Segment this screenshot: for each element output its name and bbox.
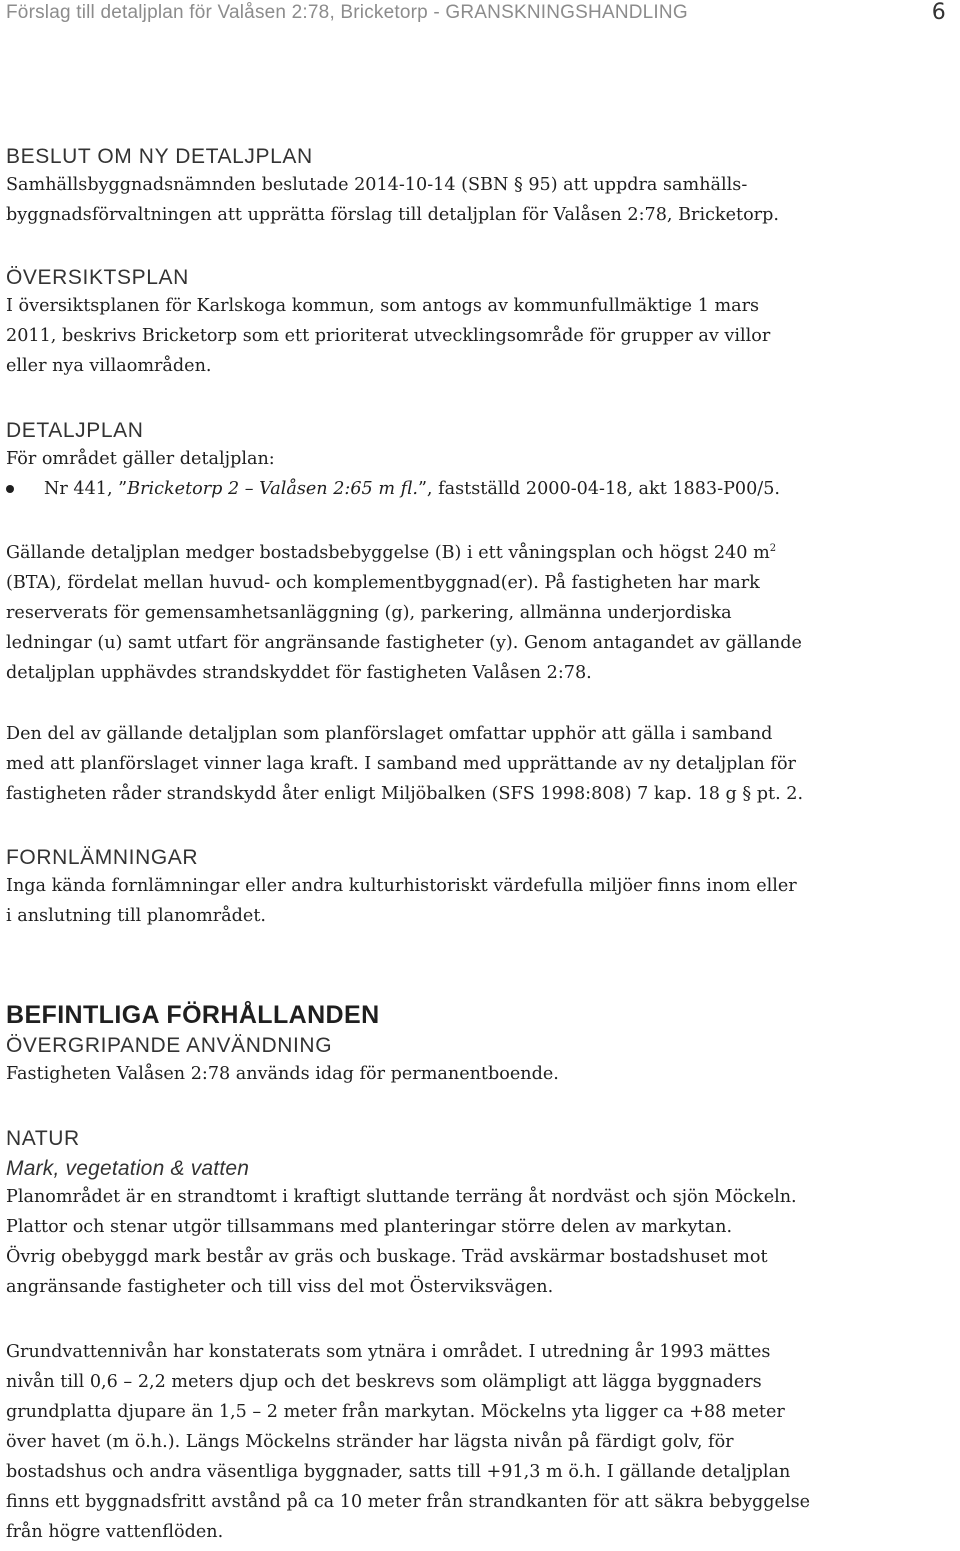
section-beslut xyxy=(6,144,956,230)
detaljplan-intro xyxy=(6,444,956,474)
heading-fornlamningar: FORNLÄMNINGAR xyxy=(6,846,199,869)
text-line: Övrig obebyggd mark består av gräs och buskage. Träd avskärmar bostadshuset mot xyxy=(6,1247,768,1267)
text-line: Inga kända fornlämningar eller andra kulturhistoriskt värdefulla miljöer finns inom eller xyxy=(6,876,797,896)
text-line: Grundvattennivån har konstaterats som ytnära i området. I utredning år 1993 mättes xyxy=(6,1342,771,1362)
bullet-text xyxy=(44,474,780,504)
paragraph-detaljplan-1 xyxy=(6,538,956,688)
text-line: i anslutning till planområdet. xyxy=(6,906,267,926)
text-line: fastigheten råder strandskydd åter enligt Miljöbalken (SFS 1998:808) 7 kap. 18 g § pt. 2. xyxy=(6,784,804,804)
text-line: detaljplan upphävdes strandskyddet för fastigheten Valåsen 2:78. xyxy=(6,663,592,683)
text-line: från högre vattenflöden. xyxy=(6,1522,224,1542)
bullet-icon xyxy=(6,485,14,493)
section-fornlamningar xyxy=(6,845,956,931)
text-line: reserverats för gemensamhetsanläggning (g), parkering, allmänna underjordiska xyxy=(6,603,732,623)
heading-befintliga: BEFINTLIGA FÖRHÅLLANDEN xyxy=(6,1001,380,1029)
paragraph-natur-1 xyxy=(6,1182,956,1302)
plan-name: Bricketorp 2 – Valåsen 2:65 m fl. xyxy=(127,479,418,499)
text-line: med att planförslaget vinner laga kraft. I samband med upprättande av ny detaljplan för xyxy=(6,754,796,774)
list-item xyxy=(6,474,956,504)
text-line: över havet (m ö.h.). Längs Möckelns stränder har lägsta nivån på färdigt golv, för xyxy=(6,1432,734,1452)
text-line: I översiktsplanen för Karlskoga kommun, som antogs av kommunfullmäktige 1 mars xyxy=(6,296,760,316)
superscript: 2 xyxy=(769,543,777,554)
page-number: 6 xyxy=(931,0,946,25)
text-line: Den del av gällande detaljplan som planförslaget omfattar upphör att gälla i samband xyxy=(6,724,773,744)
text-run: Gällande detaljplan medger bostadsbebyggelse (B) i ett våningsplan och högst 240 m xyxy=(6,543,770,563)
running-header xyxy=(6,0,946,28)
section-befintliga xyxy=(6,1000,956,1089)
text-line: bostadshus och andra väsentliga byggnader, satts till +91,3 m ö.h. I gällande detaljplan xyxy=(6,1462,791,1482)
text-line: För området gäller detaljplan: xyxy=(6,449,275,469)
text-line xyxy=(6,538,956,568)
text-line: Plattor och stenar utgör tillsammans med planteringar större delen av markytan. xyxy=(6,1217,733,1237)
subheading-overgripande: ÖVERGRIPANDE ANVÄNDNING xyxy=(6,1034,333,1057)
section-natur xyxy=(6,1126,956,1302)
paragraph-fornlamningar xyxy=(6,871,956,931)
text-line: byggnadsförvaltningen att upprätta förslag till detaljplan för Valåsen 2:78, Bricketorp. xyxy=(6,205,779,225)
bullet-prefix: Nr 441, ” xyxy=(44,479,128,499)
text-line: grundplatta djupare än 1,5 – 2 meter från markytan. Möckelns yta ligger ca +88 meter xyxy=(6,1402,785,1422)
text-line: ledningar (u) samt utfart för angränsande fastigheter (y). Genom antagandet av gällande xyxy=(6,633,802,653)
text-line: nivån till 0,6 – 2,2 meters djup och det beskrevs som olämpligt att lägga byggnaders xyxy=(6,1372,762,1392)
heading-natur: NATUR xyxy=(6,1127,80,1150)
text-line: (BTA), fördelat mellan huvud- och komplementbyggnad(er). På fastigheten har mark xyxy=(6,573,760,593)
text-line: angränsande fastigheter och till viss del mot Österviksvägen. xyxy=(6,1277,554,1297)
text-line: finns ett byggnadsfritt avstånd på ca 10 meter från strandkanten för att säkra bebyggelse xyxy=(6,1492,811,1512)
bullet-suffix: ”, fastställd 2000-04-18, akt 1883-P00/5. xyxy=(417,479,781,499)
heading-beslut: BESLUT OM NY DETALJPLAN xyxy=(6,145,313,168)
paragraph-befintliga xyxy=(6,1059,956,1089)
section-detaljplan xyxy=(6,418,956,504)
paragraph-beslut xyxy=(6,170,956,230)
document-title: Förslag till detaljplan för Valåsen 2:78, Bricketorp - GRANSKNINGSHANDLING xyxy=(6,2,688,23)
text-line: Fastigheten Valåsen 2:78 används idag för permanentboende. xyxy=(6,1064,559,1084)
heading-oversiktsplan: ÖVERSIKTSPLAN xyxy=(6,266,189,289)
text-line: Samhällsbyggnadsnämnden beslutade 2014-10-14 (SBN § 95) att uppdra samhälls- xyxy=(6,175,748,195)
text-line: eller nya villaområden. xyxy=(6,356,212,376)
paragraph-detaljplan-2 xyxy=(6,719,956,809)
paragraph-oversiktsplan xyxy=(6,291,956,381)
section-oversiktsplan xyxy=(6,265,956,381)
text-line: Planområdet är en strandtomt i kraftigt sluttande terräng åt nordväst och sjön Möckeln. xyxy=(6,1187,797,1207)
text-line: 2011, beskrivs Bricketorp som ett prioriterat utvecklingsområde för grupper av villor xyxy=(6,326,771,346)
heading-detaljplan: DETALJPLAN xyxy=(6,419,144,442)
subheading-mark-vegetation: Mark, vegetation & vatten xyxy=(6,1157,250,1180)
paragraph-natur-2 xyxy=(6,1337,956,1547)
